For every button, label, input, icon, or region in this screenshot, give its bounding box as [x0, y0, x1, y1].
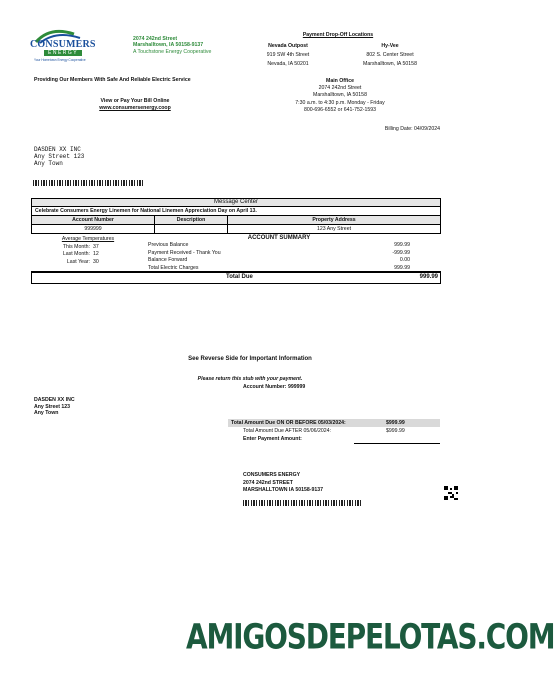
message-center [31, 198, 441, 234]
summary-row [148, 242, 410, 249]
amount-due-after-row [228, 428, 440, 436]
customer-address [34, 146, 84, 167]
temp-row [40, 259, 136, 267]
total-due-label: Total Due [226, 274, 253, 280]
due-on-value: $999.99 [386, 420, 405, 426]
due-on-label: Total Amount Due ON OR BEFORE 05/03/2024: [231, 420, 346, 426]
dropoff-loc1-name: Nevada Outpost [268, 43, 308, 49]
postal-barcode [33, 180, 145, 186]
dropoff-title: Payment Drop-Off Locations [302, 32, 374, 38]
account-number-value: 999999 [32, 225, 155, 234]
summary-label: Payment Received - Thank You [148, 249, 221, 256]
temp-label: Last Month: [62, 251, 90, 257]
summary-value: 0.00 [399, 257, 410, 264]
dropoff-location-1 [250, 42, 326, 69]
account-table-header [32, 216, 441, 225]
header-property-address: Property Address [228, 216, 441, 225]
temp-value: 37 [93, 243, 99, 250]
main-office-hours: 7:30 a.m. to 4:30 p.m. Monday - Friday [295, 99, 385, 106]
dropoff-loc2-addr: 802 S. Center Street [366, 52, 414, 58]
main-office-title: Main Office [326, 78, 354, 84]
due-after-value: $999.99 [386, 428, 405, 434]
company-address-line2: Marshalltown, IA 50158-9137 [133, 42, 204, 49]
header-account-number: Account Number [32, 216, 155, 225]
dropoff-loc2-city: Marshalltown, IA 50158 [363, 61, 417, 67]
average-temperatures [40, 236, 136, 266]
reverse-side-note: See Reverse Side for Important Information [188, 356, 312, 362]
mission-statement: Providing Our Members With Safe And Reliable Electric Service [34, 77, 191, 83]
account-summary [148, 235, 410, 272]
dropoff-loc1-addr: 919 SW 4th Street [266, 52, 310, 58]
message-center-text: Celebrate Consumers Energy Linemen for National Linemen Appreciation Day on April 13. [31, 207, 441, 215]
summary-row [148, 257, 410, 264]
enter-payment-label: Enter Payment Amount: [243, 436, 302, 442]
remit-name: CONSUMERS ENERGY [243, 472, 301, 478]
summary-value: -999.99 [392, 249, 410, 256]
summary-label: Balance Forward [148, 257, 188, 264]
summary-label: Previous Balance [148, 242, 189, 249]
amount-due-on-row [228, 419, 440, 427]
customer-town: Any Town [34, 160, 63, 167]
account-table-row [32, 225, 441, 234]
summary-title: ACCOUNT SUMMARY [247, 235, 311, 241]
pay-online-label: View or Pay Your Bill Online [100, 98, 170, 104]
remit-addr: 2074 242nd STREET [243, 479, 293, 486]
company-logo [30, 28, 94, 66]
due-after-label: Total Amount Due AFTER 05/06/2024: [243, 428, 331, 434]
account-table [31, 215, 441, 234]
main-office-city: Marshalltown, IA 50158 [313, 92, 367, 99]
temp-label: Last Year: [66, 258, 90, 265]
temp-value: 12 [93, 251, 99, 257]
watermark: AMIGOSDEPELOTAS.COM [186, 616, 554, 658]
total-due-value: 999.99 [419, 274, 438, 280]
qr-code-icon [444, 486, 458, 500]
remit-address [243, 472, 323, 495]
website-link[interactable]: www.consumersenergy.coop [99, 105, 171, 111]
logo-subtext: ENERGY [44, 50, 82, 56]
customer-street: Any Street 123 [34, 153, 85, 160]
summary-value: 999.99 [394, 264, 410, 271]
header-description: Description [155, 216, 228, 225]
summary-row [148, 250, 410, 257]
company-address-line1: 2074 242nd Street [133, 36, 178, 42]
stub-customer-street: Any Street 123 [34, 403, 71, 410]
main-office-addr: 2074 242nd Street [318, 85, 362, 92]
main-office [270, 78, 410, 114]
logo-tagline: Your Hometown Energy Cooperative [34, 58, 86, 62]
remit-city: MARSHALLTOWN IA 50158-9137 [243, 487, 324, 494]
billing-date: Billing Date: 04/09/2024 [384, 126, 440, 132]
customer-name: DASDEN XX INC [34, 146, 81, 153]
dropoff-location-2 [350, 42, 430, 69]
dropoff-loc2-name: Hy-Vee [381, 43, 399, 49]
stub-customer-address [34, 397, 75, 417]
return-stub-note: Please return this stub with your payment. [197, 376, 303, 382]
stub-customer-name: DASDEN XX INC [34, 397, 75, 403]
logo-text: CONSUMERS [30, 39, 96, 50]
property-address-value: 123 Any Street [228, 225, 441, 234]
dropoff-loc1-city: Nevada, IA 50201 [267, 61, 309, 67]
pay-online [80, 98, 190, 112]
temp-value: 30 [93, 258, 99, 265]
total-due-bar [31, 271, 441, 284]
main-office-phone: 800-696-6552 or 641-752-1593 [303, 106, 377, 113]
payment-amount-field[interactable] [354, 443, 440, 444]
temp-row [40, 251, 136, 259]
company-address [133, 36, 211, 55]
temp-label: This Month: [62, 243, 90, 250]
temp-row [40, 244, 136, 252]
temps-title: Average Temperatures [61, 236, 115, 242]
summary-label: Total Electric Charges [148, 264, 199, 271]
stub-account-number: Account Number: 999999 [243, 384, 306, 390]
message-center-title: Message Center [31, 198, 441, 207]
description-value [155, 225, 228, 234]
stub-customer-town: Any Town [34, 410, 59, 417]
summary-value: 999.99 [394, 242, 410, 249]
remit-barcode [243, 500, 363, 506]
cooperative-label: A Touchstone Energy Cooperative [133, 48, 212, 55]
